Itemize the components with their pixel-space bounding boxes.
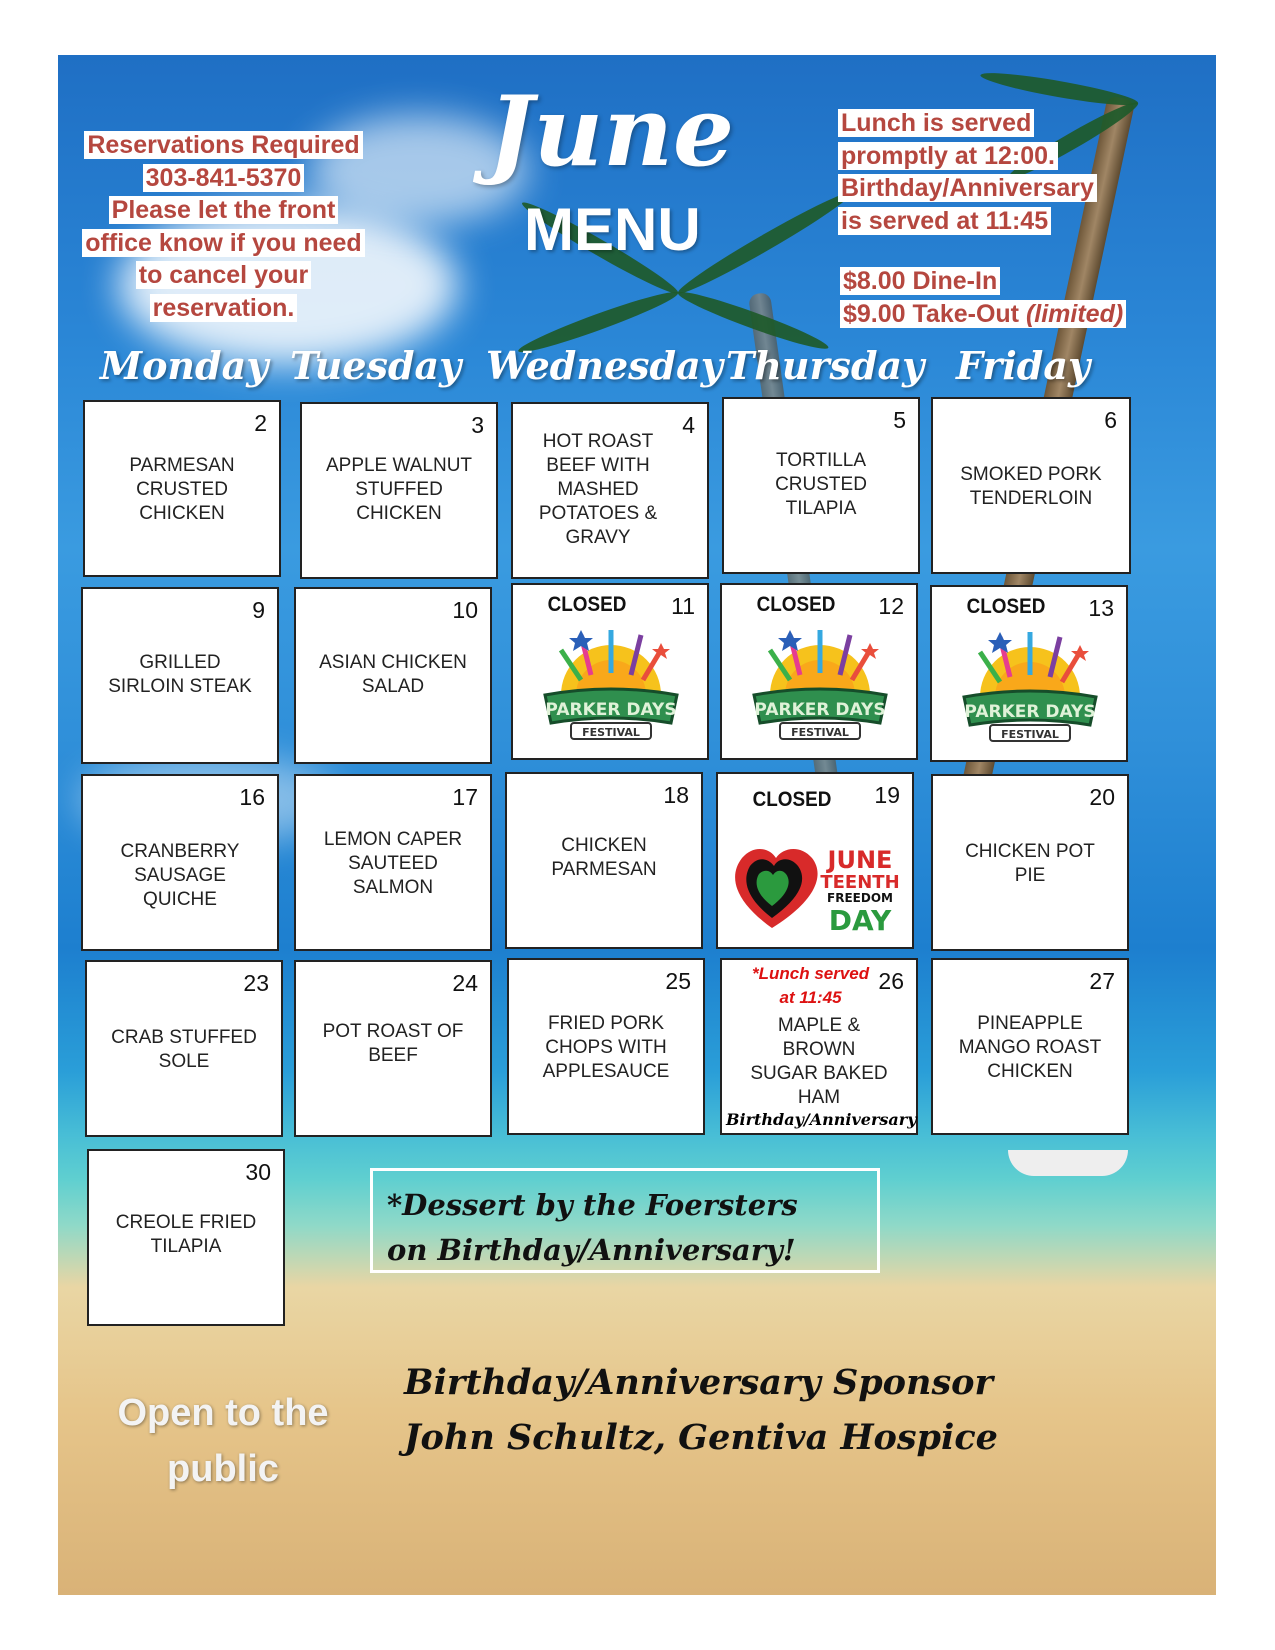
meal-line: BEEF (368, 1045, 418, 1066)
meal-line: SMOKED PORK (960, 464, 1102, 485)
day-number: 9 (252, 597, 265, 623)
day-header-friday: Friday (956, 343, 1091, 388)
meal-line: MASHED (557, 479, 639, 500)
day-number: 19 (874, 782, 900, 808)
closed-label: CLOSED (756, 593, 836, 616)
meal-line: APPLESAUCE (542, 1061, 670, 1082)
calendar-day-24 (294, 960, 492, 1137)
calendar-day-23 (85, 960, 283, 1137)
juneteenth-freedom-day-logo (724, 836, 908, 936)
lunch-line: is served at 11:45 (838, 207, 1051, 235)
meal-line: POTATOES & (538, 503, 658, 524)
parker-days-festival-logo (950, 627, 1110, 745)
meal-line: CHICKEN (987, 1061, 1073, 1082)
logo-text: DAY (828, 904, 892, 936)
parker-days-festival-logo (740, 625, 900, 743)
reservations-line: office know if you need (82, 229, 364, 257)
menu-title: MENU (524, 196, 701, 263)
logo-text: FREEDOM (827, 891, 893, 905)
parker-days-festival-logo (531, 625, 691, 743)
meal-text (91, 454, 273, 526)
logo-text: FESTIVAL (791, 726, 849, 739)
calendar-day-3 (300, 402, 498, 579)
beach-poster-background (58, 55, 1216, 1595)
price-list (840, 265, 1210, 330)
meal-line: CHICKEN (139, 503, 225, 524)
calendar-day-10 (294, 587, 492, 764)
month-title: June (488, 75, 735, 188)
meal-text (89, 651, 271, 699)
meal-text (302, 1020, 484, 1068)
boat-illustration (1008, 1150, 1128, 1176)
meal-line: APPLE WALNUT (325, 455, 473, 476)
day-number: 25 (665, 968, 691, 994)
day-number: 6 (1104, 407, 1117, 433)
calendar-day-12 (720, 583, 918, 760)
calendar-day-30 (87, 1149, 285, 1326)
calendar-day-19 (716, 772, 914, 949)
meal-line: MAPLE & (777, 1015, 861, 1036)
day-number: 10 (452, 597, 478, 623)
meal-line: CHICKEN (356, 503, 442, 524)
meal-text (89, 840, 271, 912)
lunch-time-notice (838, 107, 1208, 237)
meal-line: GRILLED (139, 652, 221, 673)
calendar-day-13 (930, 585, 1128, 762)
calendar-day-2 (83, 400, 281, 577)
reservations-line: reservation. (150, 294, 298, 322)
open-to-public-notice (98, 1385, 348, 1497)
meal-line: CRAB STUFFED (111, 1027, 257, 1048)
reservations-line: Reservations Required (84, 131, 362, 159)
logo-text: PARKER DAYS (964, 702, 1096, 722)
meal-text (519, 430, 677, 550)
closed-label: CLOSED (547, 593, 627, 616)
open-line: Open to the (117, 1392, 329, 1434)
phone-number: 303-841-5370 (143, 164, 305, 192)
meal-line: CREOLE FRIED (115, 1212, 257, 1233)
meal-line: LEMON CAPER (323, 829, 463, 850)
meal-text (515, 1012, 697, 1084)
meal-line: CHOPS WITH (545, 1037, 667, 1058)
dessert-line: *Dessert by the Foersters (387, 1188, 798, 1222)
calendar-day-26 (720, 958, 918, 1135)
meal-text (939, 840, 1121, 888)
meal-line: PARMESAN (129, 455, 235, 476)
meal-line: SAUSAGE (134, 865, 226, 886)
calendar-day-9 (81, 587, 279, 764)
day-number: 16 (239, 784, 265, 810)
closed-label: CLOSED (752, 788, 832, 811)
take-out-label: $9.00 Take-Out (843, 299, 1020, 328)
meal-line: SALMON (352, 877, 434, 898)
lunch-time-note (752, 962, 869, 1010)
meal-line: PINEAPPLE (977, 1013, 1083, 1034)
meal-text (93, 1026, 275, 1074)
meal-line: STUFFED (355, 479, 443, 500)
meal-line: CHICKEN (561, 835, 647, 856)
logo-text: JUNE (827, 846, 893, 874)
meal-line: SIRLOIN STEAK (108, 676, 252, 697)
meal-line: PIE (1014, 865, 1046, 886)
day-header-monday: Monday (100, 343, 269, 388)
reservations-line: Please let the front (109, 196, 339, 224)
palm-frond (674, 186, 855, 300)
calendar-day-18 (505, 772, 703, 949)
calendar-day-20 (931, 774, 1129, 951)
sponsor-line: Birthday/Anniversary Sponsor (404, 1362, 993, 1403)
lunch-line: Lunch is served (838, 109, 1034, 137)
meal-text (308, 454, 490, 526)
meal-line: MANGO ROAST (958, 1037, 1102, 1058)
meal-line: SUGAR BAKED (750, 1063, 888, 1084)
day-number: 5 (893, 407, 906, 433)
meal-line: HAM (797, 1087, 841, 1108)
day-number: 17 (452, 784, 478, 810)
day-header-wednesday: Wednesday (486, 343, 723, 388)
meal-line: SAUTEED (348, 853, 438, 874)
day-number: 24 (452, 970, 478, 996)
meal-text (302, 828, 484, 900)
logo-text: PARKER DAYS (754, 700, 886, 720)
meal-text (939, 1012, 1121, 1084)
calendar-day-17 (294, 774, 492, 951)
meal-text (513, 834, 695, 882)
calendar-day-11 (511, 583, 709, 760)
dessert-line: on Birthday/Anniversary! (387, 1233, 796, 1267)
calendar-day-5 (722, 397, 920, 574)
meal-line: HOT ROAST (542, 431, 654, 452)
day-number: 3 (471, 412, 484, 438)
day-number: 18 (663, 782, 689, 808)
meal-line: PARMESAN (551, 859, 657, 880)
day-number: 20 (1089, 784, 1115, 810)
meal-line: SOLE (158, 1051, 210, 1072)
take-out-price (840, 300, 1126, 328)
logo-text: PARKER DAYS (545, 700, 677, 720)
meal-line: TENDERLOIN (969, 488, 1093, 509)
meal-line: TILAPIA (150, 1236, 222, 1257)
day-number: 4 (682, 412, 695, 438)
meal-line: BROWN (782, 1039, 856, 1060)
note-line: *Lunch served (752, 964, 870, 983)
logo-text: FESTIVAL (1001, 728, 1059, 741)
open-line: public (167, 1448, 279, 1490)
day-number: 2 (254, 410, 267, 436)
meal-line: ASIAN CHICKEN (319, 652, 467, 673)
calendar-day-16 (81, 774, 279, 951)
meal-line: TORTILLA (775, 450, 867, 471)
meal-text (939, 463, 1123, 511)
day-number: 13 (1088, 595, 1114, 621)
day-number: 30 (245, 1159, 271, 1185)
meal-line: CRANBERRY (120, 841, 240, 862)
meal-line: CHICKEN POT (965, 841, 1095, 862)
logo-text: FESTIVAL (582, 726, 640, 739)
reservations-line: to cancel your (136, 261, 312, 289)
meal-text (730, 449, 912, 521)
calendar-day-25 (507, 958, 705, 1135)
calendar-day-4 (511, 402, 709, 579)
sponsor-line: John Schultz, Gentiva Hospice (404, 1417, 998, 1458)
lunch-line: Birthday/Anniversary (838, 174, 1097, 202)
meal-line: FRIED PORK (547, 1013, 665, 1034)
day-number: 26 (878, 968, 904, 994)
meal-line: SALAD (361, 676, 425, 697)
palm-frond (979, 67, 1139, 111)
meal-line: TILAPIA (785, 498, 857, 519)
sponsor-credit (404, 1355, 998, 1465)
meal-line: BEEF WITH (546, 455, 650, 476)
birthday-anniversary-tag: Birthday/Anniversary (726, 1110, 917, 1129)
lunch-line: promptly at 12:00. (838, 142, 1058, 170)
closed-label: CLOSED (966, 595, 1046, 618)
day-number: 11 (671, 593, 695, 619)
reservations-notice (66, 129, 381, 324)
calendar-day-27 (931, 958, 1129, 1135)
meal-line: QUICHE (143, 889, 217, 910)
meal-line: CRUSTED (775, 474, 867, 495)
meal-text (302, 651, 484, 699)
calendar-day-6 (931, 397, 1131, 574)
logo-text: TEENTH (820, 872, 900, 893)
day-number: 27 (1089, 968, 1115, 994)
take-out-note: (limited) (1025, 299, 1124, 328)
meal-line: CRUSTED (136, 479, 228, 500)
meal-line: POT ROAST OF (322, 1021, 464, 1042)
note-line: at 11:45 (779, 988, 842, 1007)
day-number: 23 (243, 970, 269, 996)
day-header-thursday: Thursday (726, 343, 925, 388)
day-number: 12 (878, 593, 904, 619)
day-header-tuesday: Tuesday (290, 343, 462, 388)
meal-line: GRAVY (565, 527, 631, 548)
meal-text (728, 1014, 910, 1110)
dine-in-price: $8.00 Dine-In (840, 267, 1000, 295)
meal-text (95, 1211, 277, 1259)
dessert-notice (370, 1168, 880, 1273)
